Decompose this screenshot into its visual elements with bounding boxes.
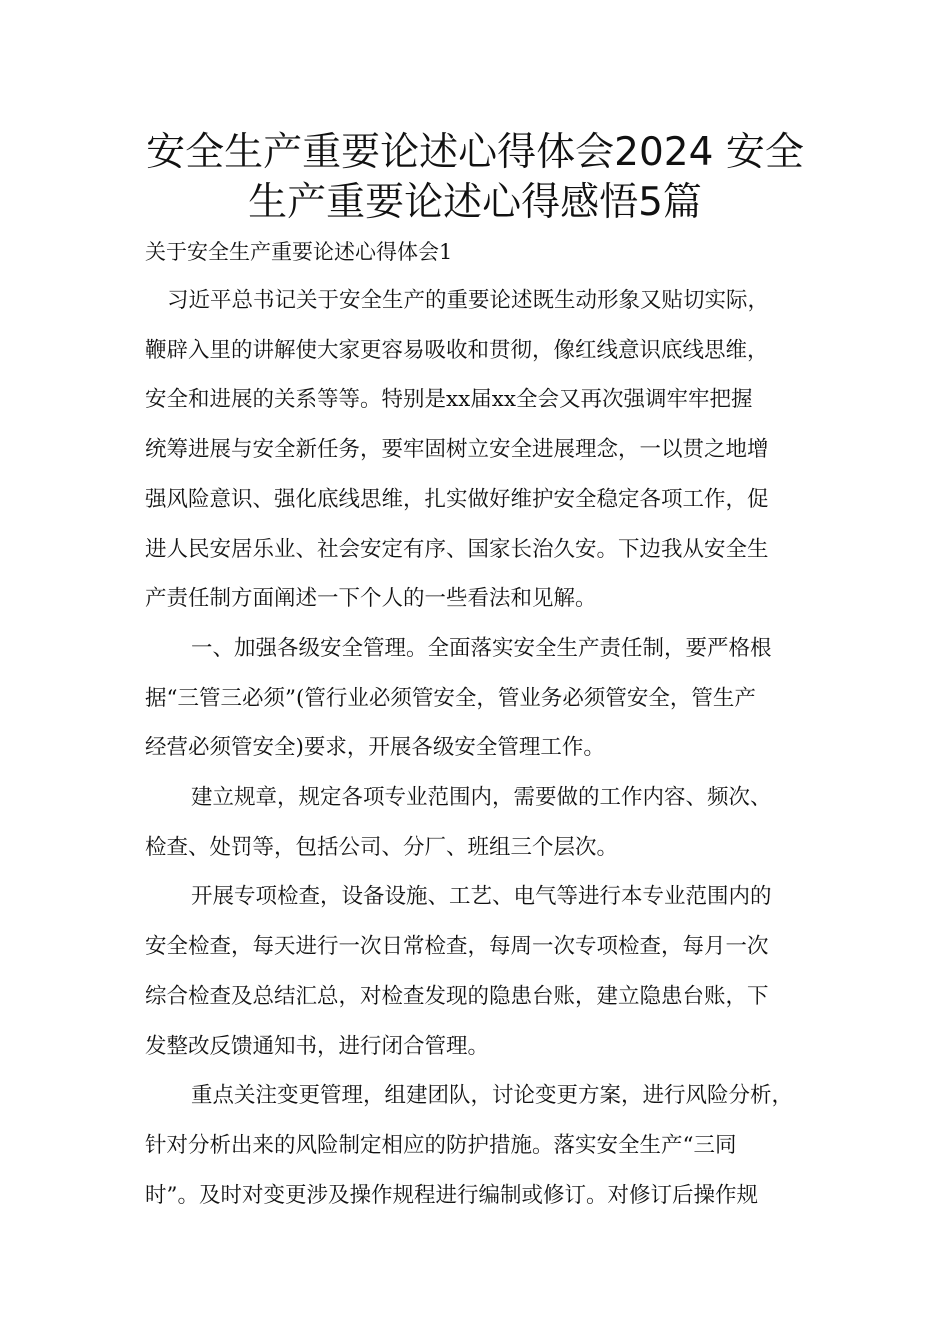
text-line: 综合检查及总结汇总，对检查发现的隐患台账，建立隐患台账，下: [145, 983, 769, 1009]
text-line: 产责任制方面阐述一下个人的一些看法和见解。: [145, 586, 597, 612]
body-text: [145, 276, 810, 1220]
text-line: 鞭辟入里的讲解使大家更容易吸收和贯彻，像红线意识底线思维，: [145, 337, 769, 363]
text-line: 重点关注变更管理，组建团队，讨论变更方案，进行风险分析，: [191, 1083, 794, 1109]
text-line: 统筹进展与安全新任务，要牢固树立安全进展理念，一以贯之地增: [145, 437, 769, 463]
text-line: 发整改反馈通知书，进行闭合管理。: [145, 1033, 490, 1059]
text-line: 安全检查，每天进行一次日常检查，每周一次专项检查，每月一次: [145, 934, 769, 960]
text-line: 一、加强各级安全管理。全面落实安全生产责任制，要严格根: [191, 635, 772, 661]
text-line: 强风险意识、强化底线思维，扎实做好维护安全稳定各项工作，促: [145, 486, 769, 512]
text-line: 安全和进展的关系等等。特别是xx届xx全会又再次强调牢牢把握: [145, 387, 753, 413]
text-line: 时”。及时对变更涉及操作规程进行编制或修订。对修订后操作规: [145, 1182, 758, 1208]
title-line-2: 生产重要论述心得感悟5篇: [248, 180, 702, 225]
section-subtitle: 关于安全生产重要论述心得体会1: [145, 240, 453, 264]
text-line: 开展专项检查，设备设施、工艺、电气等进行本专业范围内的: [191, 884, 772, 910]
text-line: 建立规章，规定各项专业范围内，需要做的工作内容、频次、: [191, 785, 772, 811]
text-line: 据“三管三必须”(管行业必须管安全，管业务必须管安全，管生产: [145, 685, 756, 711]
text-line: 针对分析出来的风险制定相应的防护措施。落实安全生产“三同: [145, 1132, 737, 1158]
text-line: 经营必须管安全)要求，开展各级安全管理工作。: [145, 735, 605, 761]
document-title: [100, 128, 850, 228]
title-line-1: 安全生产重要论述心得体会2024 安全: [146, 130, 804, 175]
text-line: 进人民安居乐业、社会安定有序、国家长治久安。下边我从安全生: [145, 536, 769, 562]
text-line: 习近平总书记关于安全生产的重要论述既生动形象又贴切实际，: [167, 288, 770, 313]
text-line: 检查、处罚等，包括公司、分厂、班组三个层次。: [145, 834, 619, 860]
